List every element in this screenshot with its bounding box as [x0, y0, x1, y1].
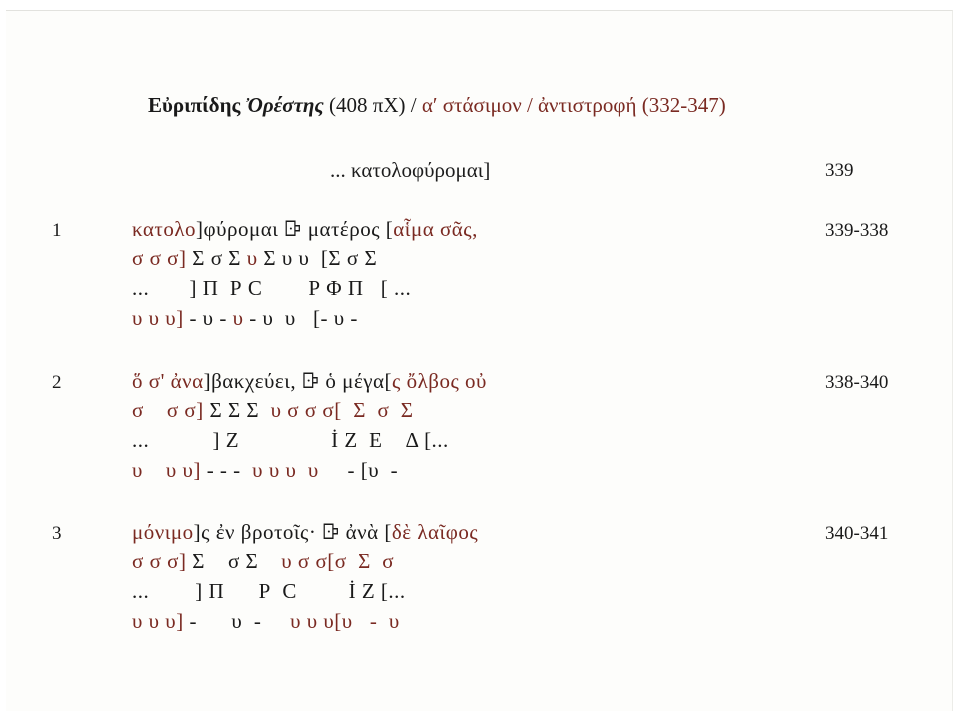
title-section: αʹ στάσιμον / ἀντιστροφή (332-347) — [421, 93, 726, 117]
stanza-1-l4-c: υ — [232, 306, 244, 330]
stanza-1-text-b: ]φύρομαι ꕒ ματέρος [ — [196, 217, 394, 241]
stanza-3-text-a: μόνιμο — [132, 520, 194, 544]
stanza-3-line-3: ... ] Π Ρ C İ Z [... — [132, 579, 406, 603]
stanza-1-l4-d: - υ υ [- υ - — [243, 306, 358, 330]
stanza-2-text-b: ]βακχεύει, ꕒ ὁ μέγα[ — [203, 369, 393, 393]
stanza-2-text-a: ὅ σ' ἀνα — [132, 369, 204, 393]
stanza-1-number: 1 — [52, 220, 62, 241]
stanza-2-ref: 338-340 — [825, 372, 889, 393]
stanza-2-line-4 — [132, 458, 398, 483]
stanza-2-text-c: ς ὄλβος οὐ — [392, 369, 487, 393]
title-date: (408 πΧ) / — [323, 93, 422, 117]
stanza-1-l4-b: - υ - — [189, 306, 233, 330]
stanza-3-l4-b: - υ - — [189, 609, 291, 633]
stanza-2-l4-b: - - - — [206, 458, 253, 482]
stanza-2-l2-a: σ σ σ] — [132, 398, 210, 422]
stanza-3-number: 3 — [52, 523, 62, 544]
stanza-2-l4-d: - [υ - — [318, 458, 399, 482]
stanza-1-ref: 339-338 — [825, 220, 889, 241]
stanza-1-l2-d: Σ υ υ [Σ σ Σ — [263, 246, 378, 270]
stanza-2-line-2 — [132, 398, 414, 423]
stanza-2-l4-c: υ υ υ υ — [252, 458, 319, 482]
stanza-2-l2-c: υ σ σ σ[ Σ σ Σ — [270, 398, 414, 422]
stanza-3-text — [132, 520, 478, 545]
stanza-1-line-4 — [132, 306, 358, 331]
stanza-2-l2-b: Σ Σ Σ — [209, 398, 271, 422]
stanza-3-text-c: δὲ λαῖφος — [391, 520, 479, 544]
stanza-2-line-3: ... ] Z İ Z E Δ [... — [132, 428, 449, 452]
stanza-1-l2-a: σ σ σ] — [132, 246, 193, 270]
stanza-1-l2-b: Σ σ Σ — [192, 246, 247, 270]
stanza-3-ref: 340-341 — [825, 523, 889, 544]
stanza-3-line-4 — [132, 609, 400, 634]
stanza-2-l4-a: υ υ υ] — [132, 458, 207, 482]
title-author: Εὐριπίδης — [148, 93, 241, 117]
stanza-1-l4-a: υ υ υ] — [132, 306, 190, 330]
stanza-3-l4-c: υ υ υ[υ - υ — [290, 609, 400, 633]
page-title — [148, 93, 726, 118]
stanza-1-text-a: κατολο — [132, 217, 197, 241]
stanza-3-line-2 — [132, 549, 394, 574]
stanza-1-line-3: ... ] Π Ρ C Ρ Φ Π [ ... — [132, 276, 412, 300]
stanza-2-text — [132, 369, 487, 394]
stanza-1-l2-c: υ — [246, 246, 264, 270]
stanza-2-number: 2 — [52, 372, 62, 393]
stanza-1-text-c: αἷμα σᾶς, — [393, 217, 478, 241]
stanza-1-line-2 — [132, 246, 377, 271]
title-work: Ὀρέστης — [245, 93, 324, 117]
stanza-3-text-b: ]ς ἐν βροτοῖς· ꕒ ἀνὰ [ — [193, 520, 392, 544]
intro-ref: 339 — [825, 160, 854, 181]
stanza-3-l2-b: Σ σ Σ — [192, 549, 282, 573]
stanza-1-text — [132, 217, 478, 242]
stanza-3-l4-a: υ υ υ] — [132, 609, 190, 633]
stanza-3-l2-a: σ σ σ] — [132, 549, 193, 573]
stanza-3-l2-c: υ σ σ[σ Σ σ — [281, 549, 395, 573]
intro-text: ... κατολοφύρομαι] — [330, 158, 491, 182]
